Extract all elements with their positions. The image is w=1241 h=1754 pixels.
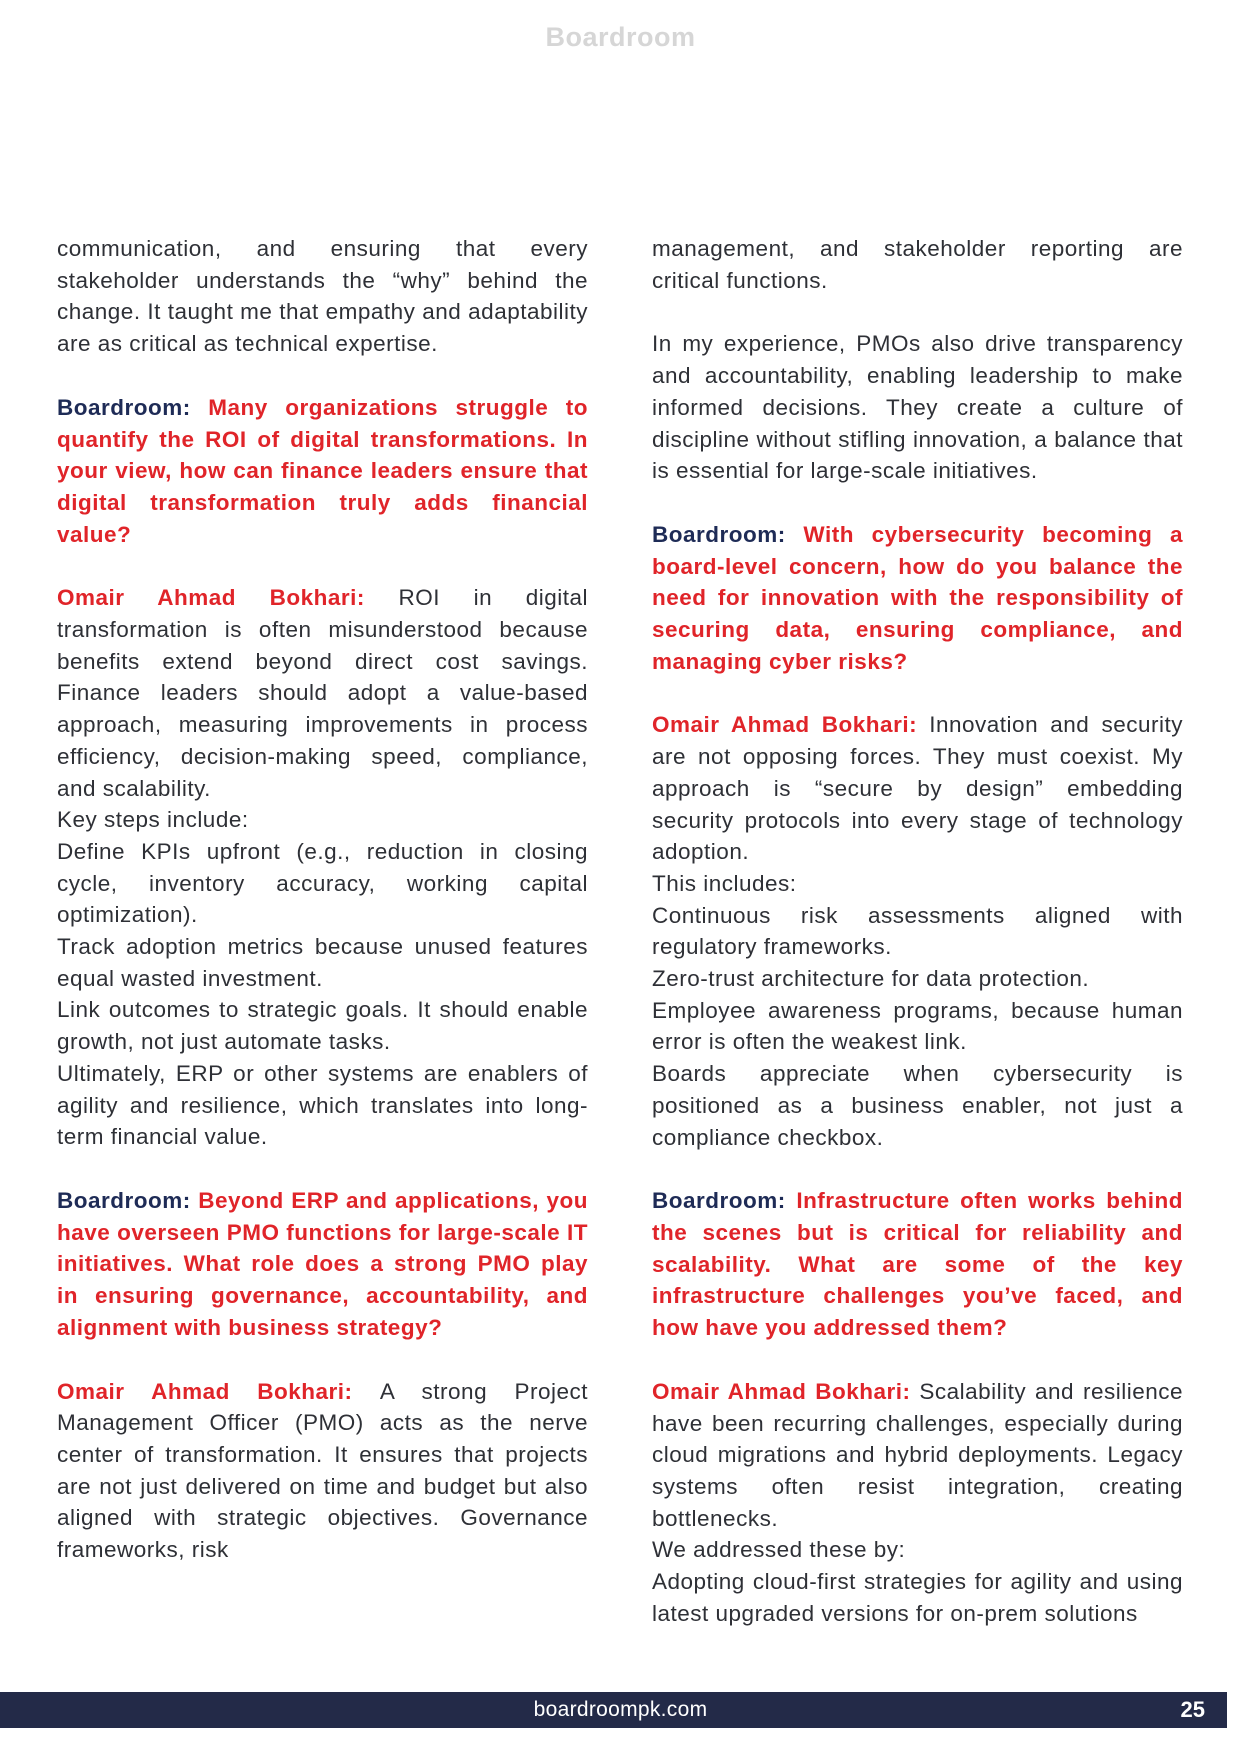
speaker-label: Omair Ahmad Bokhari:: [57, 585, 399, 611]
answer-line: [57, 804, 588, 836]
text-segment: Employee awareness programs, because human error is often the weakest link.: [652, 997, 1183, 1055]
text-segment: In my experience, PMOs also drive transparency and accountability, enabling leadership to make informed decisions. They create a culture of discipline without stifling innovation, a balance that is essential for large-scale initiatives.: [652, 331, 1183, 484]
answer-line: [57, 994, 588, 1057]
text-segment: Innovation and security are not opposing forces. They must coexist. My approach is “secure by design” embedding security protocols into every stage of technology adoption.: [652, 712, 1183, 865]
answer-line: [57, 931, 588, 994]
text-segment: Zero-trust architecture for data protection.: [652, 966, 1090, 992]
text-segment: Continuous risk assessments aligned with regulatory frameworks.: [652, 902, 1183, 960]
body-paragraph: [652, 233, 1183, 296]
text-segment: management, and stakeholder reporting are critical functions.: [652, 236, 1183, 293]
answer-line: [57, 1058, 588, 1153]
text-column-left: [57, 233, 588, 1629]
answer-line: [652, 1534, 1183, 1566]
text-segment: Ultimately, ERP or other systems are enablers of agility and resilience, which translates into long-term financial value.: [57, 1060, 588, 1150]
interviewer-label: Boardroom:: [652, 521, 804, 547]
text-segment: Link outcomes to strategic goals. It should enable growth, not just automate tasks.: [57, 997, 588, 1055]
interviewer-label: Boardroom:: [57, 394, 209, 420]
text-segment: We addressed these by:: [652, 1537, 906, 1563]
answer-line: [652, 1566, 1183, 1629]
interviewer-label: Boardroom:: [652, 1188, 797, 1214]
answer-line: [652, 900, 1183, 963]
footer-site-text: boardroompk.com: [533, 1698, 708, 1721]
interview-question: [652, 1185, 1183, 1344]
answer-line: [652, 995, 1183, 1058]
page-header-title: Boardroom: [545, 22, 696, 52]
article-content: [57, 233, 1184, 1629]
text-segment: Many organizations struggle to quantify the ROI of digital transformations. In your view, how can finance leaders ensure that digital transformation truly adds financial value?: [57, 394, 588, 547]
text-segment: A strong Project Management Officer (PMO) acts as the nerve center of transformation. It ensures that projects are not just delivered on time and budget but also aligned with strategic objectives. Governance frameworks, risk: [57, 1378, 588, 1563]
answer-line: [652, 868, 1183, 900]
text-segment: Boards appreciate when cybersecurity is positioned as a business enabler, not just a compliance checkbox.: [652, 1061, 1183, 1150]
body-paragraph: [57, 233, 588, 360]
text-segment: Key steps include:: [57, 807, 249, 833]
interview-answer: [57, 582, 588, 804]
interview-question: [652, 519, 1183, 678]
interviewer-label: Boardroom:: [57, 1187, 199, 1213]
interview-answer: [652, 709, 1183, 868]
speaker-label: Omair Ahmad Bokhari:: [57, 1378, 380, 1404]
text-segment: communication, and ensuring that every stakeholder understands the “why” behind the change. It taught me that empathy and adaptability are as critical as technical expertise.: [57, 236, 588, 357]
text-column-right: [652, 233, 1183, 1629]
speaker-label: Omair Ahmad Bokhari:: [652, 712, 930, 738]
text-segment: Beyond ERP and applications, you have overseen PMO functions for large-scale IT initiatives. What role does a strong PMO play in ensuring governance, accountability, and alignment with business strategy?: [57, 1187, 588, 1340]
text-segment: This includes:: [652, 870, 797, 896]
interview-question: [57, 392, 588, 551]
interview-answer: [652, 1376, 1183, 1535]
footer-page-number: 25: [1180, 1697, 1205, 1722]
text-segment: ROI in digital transformation is often misunderstood because benefits extend beyond direct cost savings. Finance leaders should adopt a value-based approach, measuring improvements in process efficiency, decision-making speed, compliance, and scalability.: [57, 585, 588, 801]
text-segment: Define KPIs upfront (e.g., reduction in closing cycle, inventory accuracy, working capital optimization).: [57, 838, 588, 928]
answer-line: [57, 836, 588, 931]
text-segment: Adopting cloud-first strategies for agility and using latest upgraded versions for on-prem solutions: [652, 1569, 1183, 1626]
body-paragraph: [652, 328, 1183, 487]
interview-answer: [57, 1376, 588, 1566]
text-segment: Scalability and resilience have been recurring challenges, especially during cloud migrations and hybrid deployments. Legacy systems often resist integration, creating bottlenecks.: [652, 1378, 1183, 1531]
text-segment: With cybersecurity becoming a board-level concern, how do you balance the need for innovation with the responsibility of securing data, ensuring compliance, and managing cyber risks?: [652, 521, 1183, 674]
answer-line: [652, 963, 1183, 995]
speaker-label: Omair Ahmad Bokhari:: [652, 1378, 920, 1404]
answer-line: [652, 1058, 1183, 1153]
interview-question: [57, 1185, 588, 1344]
text-segment: Track adoption metrics because unused features equal wasted investment.: [57, 934, 588, 991]
text-segment: Infrastructure often works behind the scenes but is critical for reliability and scalability. What are some of the key infrastructure challenges you’ve faced, and how have you addressed them?: [652, 1188, 1184, 1341]
